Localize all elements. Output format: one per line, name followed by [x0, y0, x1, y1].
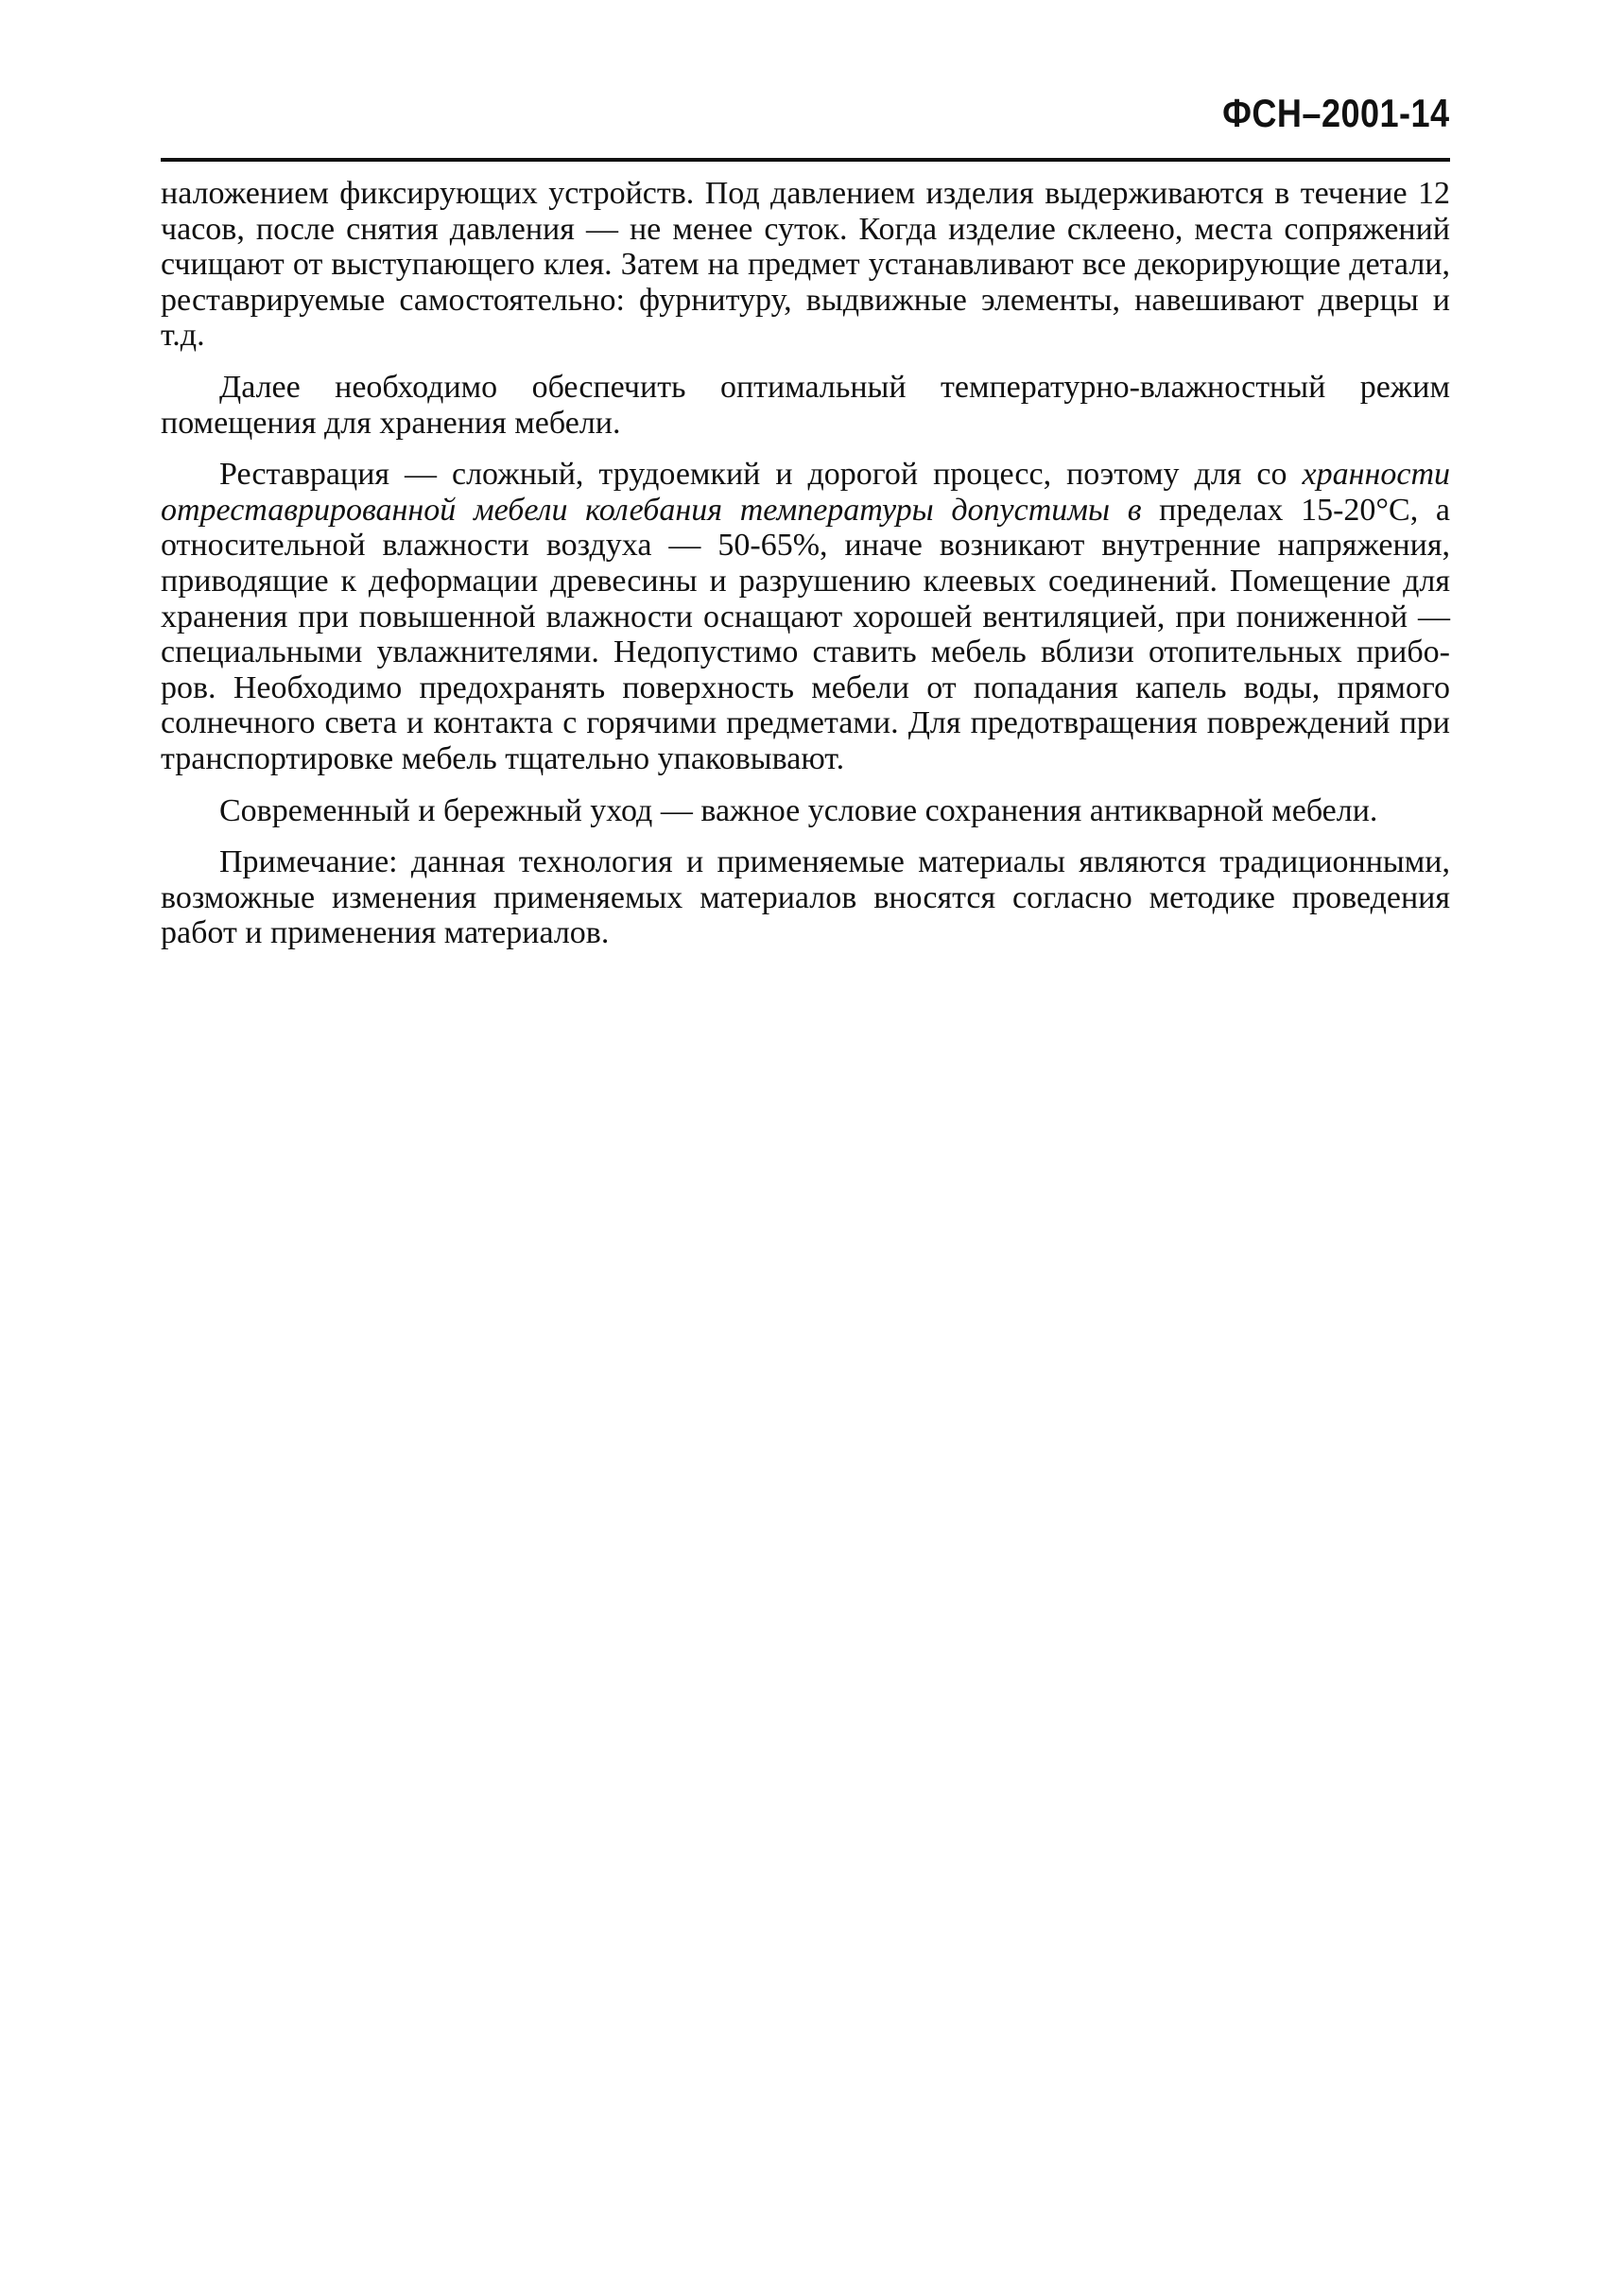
- paragraph-restoration: [161, 457, 1450, 776]
- restoration-text-start: Реставрация — сложный, трудоемкий и дорогой процесс, поэтому для со: [219, 457, 1287, 493]
- header-rule: [161, 158, 1450, 162]
- document-body: [161, 176, 1450, 967]
- paragraph-storage-regime: Далее необходимо обеспечить оптимальный температурно-влажностный режим помещения для хранения мебели.: [161, 369, 1450, 441]
- paragraph-care: Современный и бережный уход — важное условие сохранения антикварной мебели.: [219, 792, 1378, 828]
- page-header: [161, 91, 1450, 165]
- document-code: ФСН–2001-14: [1222, 91, 1450, 135]
- restoration-text-italic: хранности отреставрированной мебели колебания температуры допустимы в: [161, 457, 1451, 528]
- restoration-text-end: пределах 15-20°С, а относительной влажности воздуха — 50-65%, иначе возникают внутренние напряжения, приводящие к деформации древесины и разрушению клеевых соединений. Помещение для хранения при повышенной влажности оснащают хорошей вентиляцией, при пониженной — специальными увлажнителями. Недопустимо ставить мебель вблизи отопительных приборов. Необходимо предохранять поверхность мебели от попадания капель воды, прямого солнечного света и контакта с горячими предметами. Для предотвращения повреждений при транспортировке мебель тщательно упаковывают.: [161, 492, 1450, 776]
- paragraph-note: Примечание: данная технология и применяемые материалы являются традиционными, возможные изменения применяемых материалов вносятся согласно методике проведения работ и применения материалов.: [161, 844, 1450, 951]
- paragraph-gluing: наложением фиксирующих устройств. Под давлением изделия выдерживаются в течение 12 часов, после снятия давления — не менее суток. Когда изделие склеено, места сопряжений счищают от выступающего клея. Затем на предмет устанавливают все декорирующие детали, реставрируемые самостоятельно: фурнитуру, выдвижные элементы, навешивают дверцы и т.д.: [161, 176, 1450, 354]
